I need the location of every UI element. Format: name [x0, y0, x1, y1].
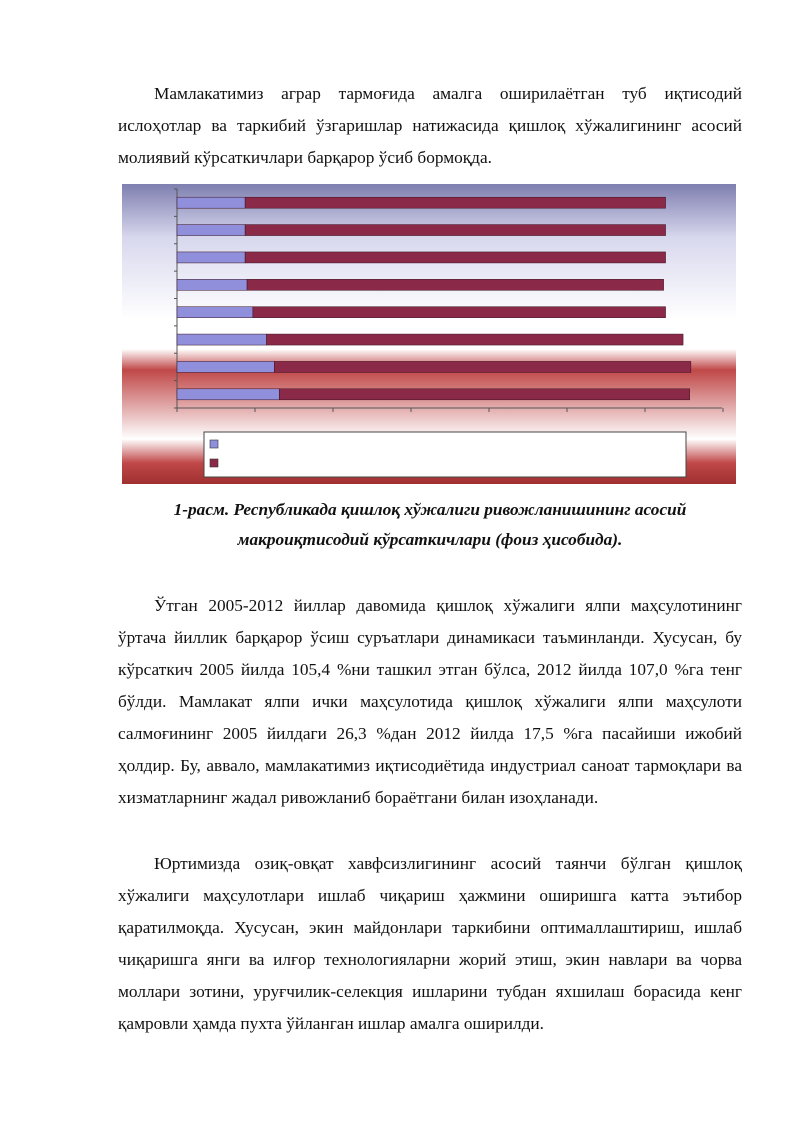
bar-series-1-row-6 [177, 334, 267, 345]
bar-series-2-row-5 [253, 307, 666, 318]
bar-series-2-row-1 [245, 197, 665, 208]
bar-series-2-row-8 [279, 389, 689, 400]
paragraph-growth: Ўтган 2005-2012 йиллар давомида қишлоқ хўжалиги ялпи маҳсулотининг ўртача йиллик барқарор ўсиш суръатлари динамикаси таъминланди. Хусусан, бу кўрсаткич 2005 йилда 105,4 %ни ташкил этган бўлса, 2012 йилда 107,0 %га тенг бўлди. Мамлакат ялпи ички маҳсулотида қишлоқ хўжалиги ялпи маҳсулоти салмоғининг 2005 йилдаги 26,3 %дан 2012 йилда 17,5 %га пасайиши ижобий ҳолдир. Бу, аввало, мамлакатимиз иқтисодиётида индустриал саноат тармоқлари ва хизматларнинг жадал ривожланиб бораётгани билан изоҳланади. [118, 596, 742, 807]
bar-series-1-row-5 [177, 307, 253, 318]
bar-series-2-row-2 [245, 225, 665, 236]
figure-caption [118, 495, 742, 555]
bar-series-1-row-2 [177, 225, 245, 236]
legend-swatch-series-1 [210, 440, 218, 448]
bar-series-2-row-3 [245, 252, 665, 263]
bar-series-2-row-4 [247, 279, 664, 290]
bar-series-1-row-7 [177, 361, 274, 372]
legend-swatch-series-2 [210, 459, 218, 467]
bar-series-2-row-6 [267, 334, 684, 345]
caption-line-2: макроиқтисодий кўрсаткичлари (фоиз ҳисобида). [237, 530, 623, 549]
paragraph-food-security: Юртимизда озиқ-овқат хавфсизлигининг асосий таянчи бўлган қишлоқ хўжалиги маҳсулотлари ишлаб чиқариш ҳажмини оширишга катта эътибор қаратилмоқда. Хусусан, экин майдонлари таркибини оптималлаштириш, ишлаб чиқаришга янги ва илғор технологияларни жорий этиш, экин навлари ва чорва моллари зотини, уруғчилик-селекция ишларини тубдан яхшилаш борасида кенг қамровли ҳамда пухта ўйланган ишлар амалга оширилди. [118, 854, 742, 1033]
bar-series-2-row-7 [274, 361, 691, 372]
bar-series-1-row-3 [177, 252, 245, 263]
bar-series-1-row-4 [177, 279, 247, 290]
paragraph-intro: Мамлакатимиз аграр тармоғида амалга оширилаётган туб иқтисодий ислоҳотлар ва таркибий ўзгаришлар натижасида қишлоқ хўжалигининг асосий молиявий кўрсаткичлари барқарор ўсиб бормоқда. [118, 84, 742, 167]
bar-series-1-row-8 [177, 389, 279, 400]
caption-line-1: 1-расм. Республикада қишлоқ хўжалиги ривожланишининг асосий [173, 500, 687, 519]
legend-box [204, 432, 686, 477]
stacked-bar-chart [122, 184, 736, 484]
bar-series-1-row-1 [177, 197, 245, 208]
